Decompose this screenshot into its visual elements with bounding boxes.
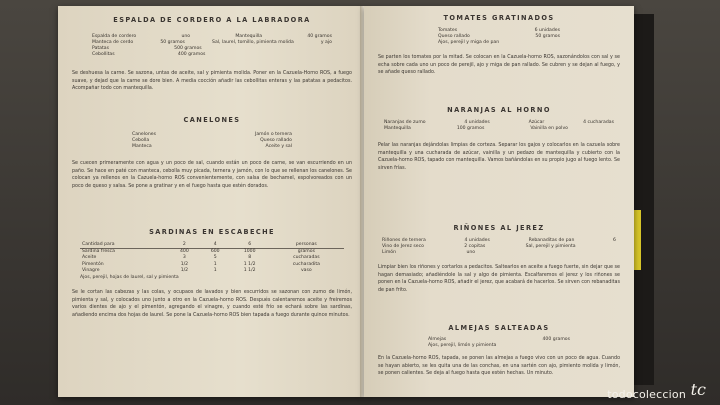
table-cell: 8: [248, 255, 252, 261]
cover-strip: [633, 210, 641, 270]
ingredients-list: [378, 28, 620, 46]
section-tomates: [378, 14, 620, 77]
ingredient-cell: Queso rallado: [260, 138, 292, 143]
recipe-text: Se parten los tomates por la mitad. Se colocan en la Cazuela-horno ROS, sazonándolos con sal y se echa sobre cada uno un poco de perejil, ajo y miga de pan rallado. Se cubren y se dejan al fuego, y se añade queso rallado.: [378, 55, 620, 76]
table-cell: 1 1/2: [243, 261, 256, 267]
watermark-text: todocoleccion: [607, 388, 686, 401]
ingredient-cell: 4 unidades: [464, 120, 490, 125]
ingredient-cell: 50 gramos: [535, 34, 560, 39]
ingredients-list: [72, 34, 352, 58]
ingredient-cell: 100 gramos: [456, 126, 485, 131]
table-cell: 3: [182, 255, 186, 261]
table-cell: 5: [213, 255, 217, 261]
ingredient-cell: y ajo: [320, 40, 332, 45]
table-cell: Aceite: [82, 255, 97, 261]
right-page: [364, 6, 634, 397]
ingredient-cell: Mantequilla: [384, 126, 411, 131]
ingredient-cell: uno: [181, 34, 191, 39]
table-header-cell: Cantidad para: [80, 242, 169, 249]
ingredient-cell: Manteca de cerdo: [92, 40, 134, 45]
recipe-text: Se cuecen primeramente con agua y un poco de sal, cuando están un poco de carne, se van escurriendo en un paño. Se hace en paté con manteca, cebolla muy picada, ternera y jamón, con lo que se rellenan los canelones. Se colocan ya rellenos en la Cazuela-horno ROS convenientemente, con salsa de bechamel, espolvoreados con un poco de queso y salsa. Se pone a gratinar y en el fuego hasta que estén dorados.: [72, 161, 352, 189]
table-cell: 1: [213, 267, 217, 273]
ingredient-cell: Rebanaditas de pan: [528, 238, 575, 243]
table-header-cell: personas: [269, 242, 344, 249]
ingredient-cell: Vino de Jerez seco: [382, 244, 424, 249]
ingredient-cell: 6 unidades: [534, 28, 560, 33]
ingredient-cell: Cebolla: [132, 138, 150, 143]
ingredient-cell: Mantequilla: [235, 34, 263, 39]
ingredients-list: [72, 132, 352, 150]
section-title: NARANJAS AL HORNO: [447, 106, 551, 114]
ingredient-cell: Cebollitas: [92, 52, 115, 57]
ingredient-cell: 400 gramos: [542, 337, 570, 342]
table-cell: cucharadita: [292, 261, 320, 267]
ingredient-cell: 400 gramos: [177, 52, 206, 57]
ingredient-cell: Aceite y sal: [265, 144, 292, 149]
left-page: [58, 6, 364, 397]
ingredient-cell: Vainilla en polvo: [530, 126, 568, 131]
table-cell: cucharadas: [293, 255, 320, 261]
table-cell: 1/2: [180, 267, 189, 273]
ingredient-cell: Canelones: [132, 132, 156, 137]
table-header-row: [80, 242, 344, 249]
recipe-text: En la Cazuela-horno ROS, tapada, se ponen las almejas a fuego vivo con un poco de agua. Cuando se hayan abierto, se les quita una de las conchas, en una sartén con ajo, pimiento molida y limón, se ponen calientes. Se deja al fuego hasta que estén hechas. Un minuto.: [378, 356, 620, 377]
table-row: [80, 268, 344, 274]
ingredient-cell: 500 gramos: [174, 46, 202, 51]
ingredient-cell: 4 unidades: [464, 238, 490, 243]
recipe-text: Se deshuesa la carne. Se sazona, untas de aceite, sal y pimienta molida. Poner en la Cazuela-Horno ROS, a fuego suave, y dejad que la carne se dore bien. A media cocción añadir las cebollitas enteras y las patatas a pedacitos. Acompañar todo con mantequilla.: [72, 71, 352, 92]
table-cell: 1000: [243, 249, 256, 255]
watermark-logo-icon: tc: [690, 380, 706, 399]
table-cell: 1 1/2: [243, 267, 256, 273]
ingredients-list: [378, 238, 620, 256]
section-title: CANELONES: [183, 116, 241, 124]
ingredient-row: [428, 343, 570, 349]
table-cell: Sardina fresca: [82, 249, 115, 255]
table-cell: gramos: [297, 249, 315, 255]
ingredient-cell: Naranjas de zumo: [384, 120, 426, 125]
section-title: RIÑONES AL JEREZ: [453, 224, 545, 232]
section-sardinas: [72, 228, 352, 319]
table-header-cell: 2: [169, 242, 200, 249]
section-canelones: [72, 116, 352, 190]
ingredient-cell: Limón: [382, 250, 397, 255]
table-cell: 1: [213, 261, 217, 267]
table-cell: Vinagre: [82, 267, 100, 273]
ingredient-row: [92, 52, 332, 58]
ingredients-list: [378, 120, 620, 132]
ingredient-cell: 4 cucharadas: [583, 120, 614, 125]
ingredient-cell: Tomates: [438, 28, 458, 33]
section-title: ESPALDA DE CORDERO A LA LABRADORA: [113, 16, 311, 24]
ingredient-row: [132, 144, 292, 150]
ingredient-cell: Manteca: [132, 144, 152, 149]
ingredients-note: Ajos, perejil, hojas de laurel, sal y pimienta: [80, 275, 179, 281]
table-header-cell: 6: [231, 242, 269, 249]
ingredient-cell: Almejas: [428, 337, 447, 342]
ingredient-cell: Sal, laurel, tomillo, pimienta molida: [212, 40, 294, 45]
ingredient-cell: Espalda de cordero: [92, 34, 137, 39]
table-header-cell: 4: [200, 242, 231, 249]
section-title: ALMEJAS SALTEADAS: [448, 324, 550, 332]
table-cell: Pimentón: [82, 261, 104, 267]
ingredient-cell: uno: [466, 250, 476, 255]
table-cell: 600: [210, 249, 220, 255]
ingredient-cell: 6: [613, 238, 616, 243]
sardinas-table: [80, 242, 344, 274]
section-almejas: [378, 324, 620, 378]
ingredient-cell: 50 gramos: [160, 40, 185, 45]
section-rinones: [378, 224, 620, 294]
ingredient-cell: Ajos, perejil, limón y pimienta: [428, 343, 497, 348]
table-cell: 400: [180, 249, 189, 255]
ingredient-cell: Queso rallado: [438, 34, 470, 39]
ingredient-row: [382, 250, 616, 256]
recipe-text: Pelar las naranjas dejándolas limpias de corteza. Separar los gajos y colocarlos en la cazuela sobre mantequilla y una cucharada de azúcar, vainilla y un pedazo de mantequilla y cubierto con la Cazuela-horno ROS, tapado con mantequilla. Vamos bañándolas en su propio jugo al fuego lento. Se sirven frías.: [378, 143, 620, 171]
recipe-text: Se le cortan las cabezas y las colas, y ocupaos de lavados y bien escurridos se sazonan con zumo de limón, pimienta y sal, y colocados uno junto a otro en la Cazuela-horno ROS. Después calentaremos aceite y freiremos varios dientes de ajo y el pimentón, agregando el vinagre, y cuando esté frío se echará sobre las sardinas, añadiendo encima dos hojas de laurel. Se pone la Cazuela-horno ROS bien tapada a fuego durante quince minutos.: [72, 290, 352, 318]
table-cell: 1/2: [180, 261, 189, 267]
section-title: TOMATES GRATINADOS: [443, 14, 555, 22]
ingredient-cell: 2 copitas: [464, 244, 486, 249]
ingredient-cell: Sal, perejil y pimienta: [525, 244, 576, 249]
ingredient-row: [384, 126, 614, 132]
ingredient-cell: Patatas: [92, 46, 110, 51]
table-cell: vaso: [300, 267, 312, 273]
ingredient-cell: Jamón o ternera: [255, 132, 292, 137]
ingredient-cell: Azúcar: [528, 120, 545, 125]
back-cover: [632, 14, 654, 385]
ingredient-cell: Ajos, perejil y miga de pan: [438, 40, 500, 45]
recipe-text: Limpiar bien los riñones y cortarlos a pedacitos. Saltearlos en aceite a fuego fuerte, sin dejar que se hagan demasiado; añadiéndole la sal y algo de pimienta. Escalfaremos el jerez y los riñones se ponen en la Cazuela-horno ROS, añadir el jerez, que acabará de hacerlos. Se sirven con rebanaditas de pan frito.: [378, 265, 620, 293]
ingredients-list: [378, 337, 620, 349]
section-title: SARDINAS EN ESCABECHE: [149, 228, 275, 236]
ingredient-row: [438, 40, 560, 46]
section-espalda: [72, 16, 352, 93]
ingredient-cell: 40 gramos: [307, 34, 332, 39]
section-naranjas: [378, 106, 620, 172]
ingredient-cell: Riñones de ternera: [382, 238, 426, 243]
